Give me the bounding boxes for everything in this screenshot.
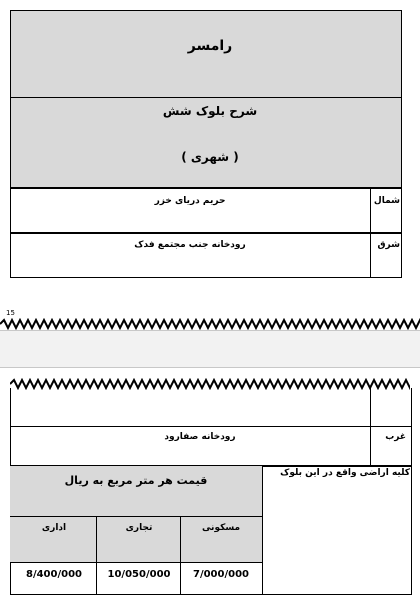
value-north: حریم دریای خزر [154, 196, 226, 206]
row-north [10, 188, 402, 233]
col-office: اداری [41, 523, 67, 533]
value-residential: 7/000/000 [192, 569, 249, 580]
block-title: شرح بلوک شش [162, 104, 258, 118]
col-commercial: تجاری [125, 523, 153, 533]
value-commercial: 10/050/000 [107, 569, 171, 580]
label-east: شرق [377, 240, 400, 250]
value-office: 8/400/000 [25, 569, 82, 580]
page-number: 15 [6, 309, 15, 317]
price-header: قیمت هر متر مربع به ریال [64, 474, 208, 487]
value-east: رودخانه جنب مجتمع فدک [134, 240, 246, 250]
page-gap [0, 330, 420, 368]
city-cell [10, 10, 402, 98]
label-north: شمال [373, 196, 400, 206]
page-2 [0, 368, 420, 595]
torn-edge-bottom [0, 318, 420, 330]
city-title: رامسر [187, 38, 233, 54]
label-west: غرب [385, 432, 406, 442]
block-type: ( شهری ) [181, 150, 239, 164]
note-text: کلیه اراضی واقع در این بلوک [280, 468, 410, 478]
row-continuation [10, 388, 412, 426]
value-west: رودخانه صفارود [164, 432, 236, 442]
col-residential: مسکونی [201, 523, 241, 533]
